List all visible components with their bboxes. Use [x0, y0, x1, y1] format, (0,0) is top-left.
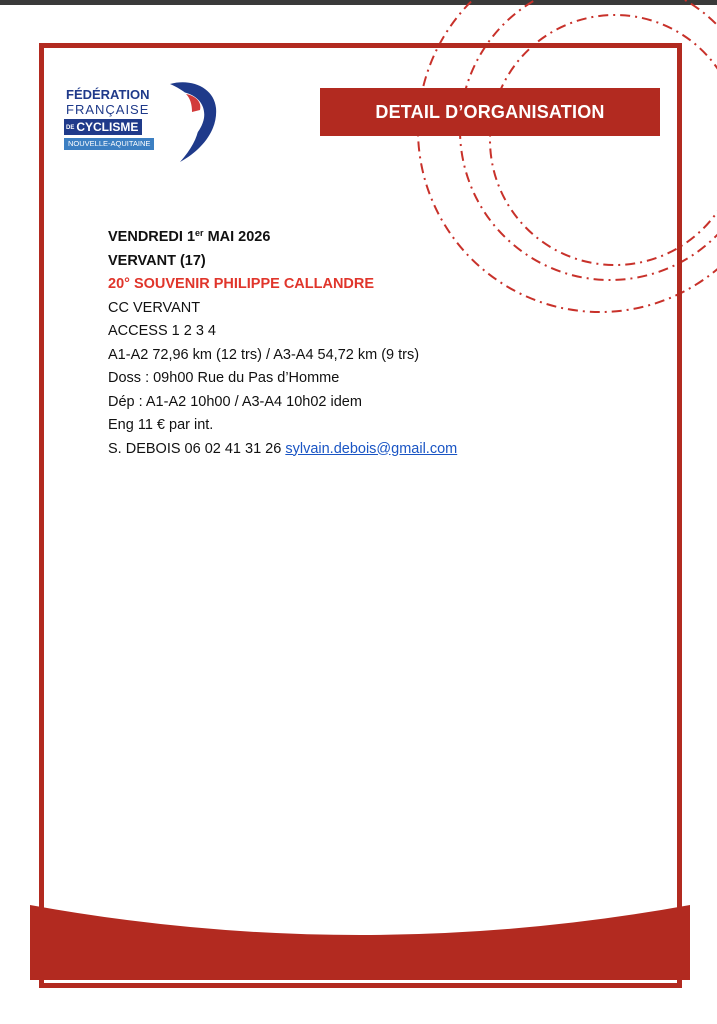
logo-cyclisme-text: CYCLISME: [76, 120, 139, 134]
event-details: [108, 226, 628, 461]
event-category: ACCESS 1 2 3 4: [108, 323, 216, 339]
title-banner: DETAIL D’ORGANISATION: [320, 88, 660, 136]
event-name: 20° SOUVENIR PHILIPPE CALLANDRE: [108, 276, 375, 292]
event-date-month: MAI 2026: [203, 229, 271, 245]
contact-email-link[interactable]: sylvain.debois@gmail.com: [285, 440, 458, 457]
logo-de: DE: [66, 124, 75, 131]
event-date-sup: er: [195, 228, 204, 238]
event-date: [108, 226, 628, 250]
event-contact: [108, 438, 628, 462]
ffc-logo: [62, 78, 222, 170]
event-place: VERVANT (17): [108, 252, 206, 269]
logo-line-region: NOUVELLE-AQUITAINE: [64, 138, 154, 150]
event-date-day: VENDREDI 1: [108, 229, 196, 245]
logo-line-francaise: FRANÇAISE: [66, 102, 150, 117]
event-club: CC VERVANT: [108, 299, 201, 316]
logo-swoosh-icon: [162, 78, 222, 166]
event-distances: A1-A2 72,96 km (12 trs) / A3-A4 54,72 km (9 trs): [108, 346, 420, 363]
logo-line-federation: FÉDÉRATION: [66, 87, 150, 102]
logo-line-cyclisme: [64, 119, 142, 135]
event-depart: Dép : A1-A2 10h00 / A3-A4 10h02 idem: [108, 393, 362, 410]
window-top-bar: [0, 0, 717, 5]
page-frame: [39, 43, 682, 988]
event-engagement: Eng 11 € par int.: [108, 417, 214, 433]
event-doss: Doss : 09h00 Rue du Pas d’Homme: [108, 370, 340, 386]
contact-text: S. DEBOIS 06 02 41 31 26: [108, 440, 286, 457]
footer-wave: [30, 895, 690, 985]
